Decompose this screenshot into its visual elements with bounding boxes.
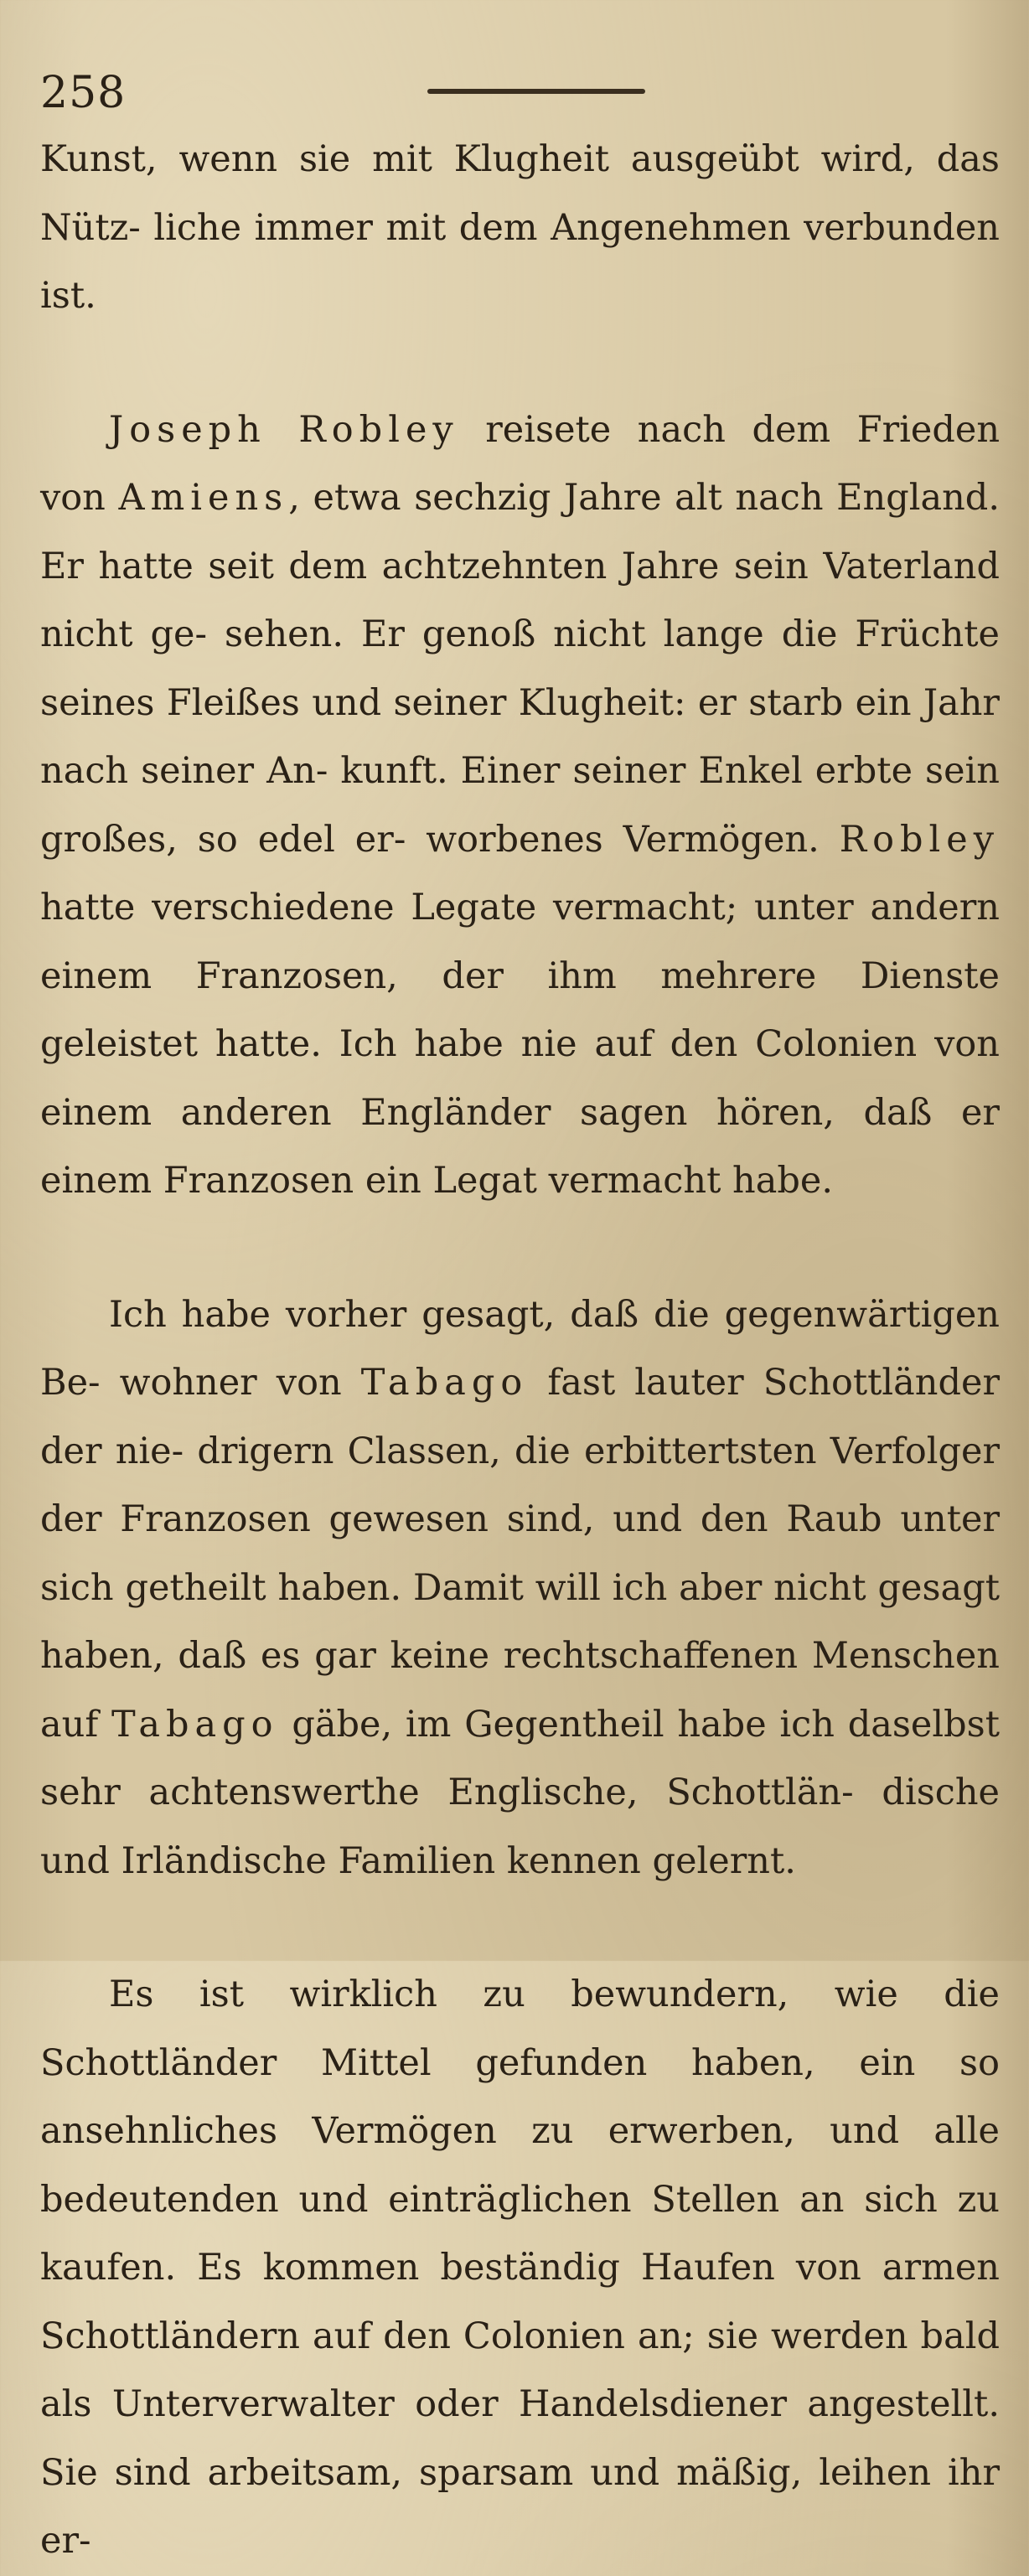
text-segment: hatte verschiedene Legate vermacht; unter andern einem Franzosen, der ihm mehrere Dienste geleistet hatte. Ich habe nie auf den Colonien von einem anderen Engländer sagen hören, daß er einem Franzosen ein Legat vermacht habe. [40,887,1000,1202]
paragraph-2 [40,396,1000,1216]
place-tabago: Tabago [360,1362,529,1404]
text-segment: reisete nach dem Frieden von [40,408,1001,519]
page-header [40,64,995,122]
header-rule [427,89,645,94]
place-amiens: Amiens [118,477,289,519]
page-number: 258 [40,68,127,118]
paragraph-4 [40,1961,1000,2576]
text-segment: gäbe, im Gegentheil habe ich daselbst sehr achtenswerthe Englische, Schottlän- dische und Irländische Familien kennen gelernt. [40,1703,1000,1882]
text-segment: Ich habe vorher gesagt, daß die gegenwärtigen Be- wohner von [40,1293,1000,1404]
text-segment: Kunst, wenn sie mit Klugheit ausgeübt wird, das Nütz- liche immer mit dem Angenehmen verbunden ist. [40,138,1000,317]
text-segment: fast lauter Schottländer der nie- drigern Classen, die erbittertsten Verfolger der Franzosen gewesen sind, und den Raub unter sich getheilt haben. Damit will ich aber nicht gesagt haben, daß es gar keine rechtschaffenen Menschen auf [40,1362,1001,1746]
body-text [40,126,1000,2576]
name-robley: Robley [839,818,1000,861]
text-segment: Es ist wirklich zu bewundern, wie die Schottländer Mittel gefunden haben, ein so ansehnliches Vermögen zu erwerben, und alle bedeutenden und einträglichen Stellen an sich zu kaufen. Es kommen beständig Haufen von armen Schottländern auf den Colonien an; sie werden bald als Unterverwalter oder Handelsdiener angestellt. Sie sind arbeitsam, sparsam und mäßig, leihen ihr er- [40,1973,1000,2562]
paragraph-1 [40,126,1000,331]
place-tabago: Tabago [111,1703,279,1746]
name-joseph-robley: Joseph Robley [109,408,459,451]
text-segment: , etwa sechzig Jahre alt nach England. Er hatte seit dem achtzehnten Jahre sein Vaterland nicht ge- sehen. Er genoß nicht lange die Früchte seines Fleißes und seiner Klugheit: er starb ein Jahr nach seiner An- kunft. Einer seiner Enkel erbte sein großes, so edel er- worbenes Vermögen. [40,477,1000,861]
paragraph-3 [40,1281,1000,1896]
